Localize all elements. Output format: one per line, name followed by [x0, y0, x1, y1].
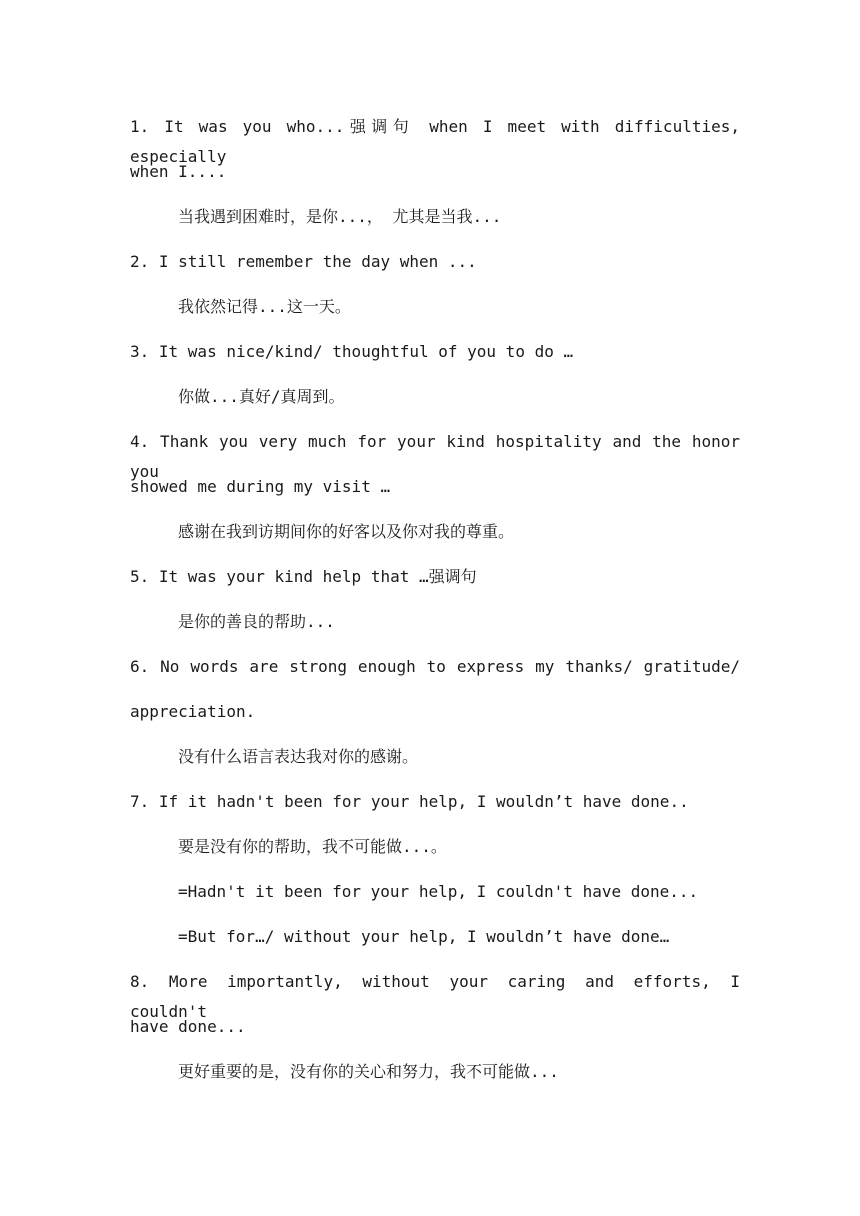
item-7-english-line: 7. If it hadn't been for your help, I wouldn’t have done..	[130, 792, 689, 811]
item-1-chinese-line: 当我遇到困难时，是你...， 尤其是当我...	[178, 207, 502, 226]
item-1-english-line-1: 1. It was you who...强调句 when I meet with difficulties, especially	[130, 117, 740, 166]
item-6-english-line-2: appreciation.	[130, 702, 256, 721]
item-5-chinese-line: 是你的善良的帮助...	[178, 612, 335, 631]
item-2-english-line: 2. I still remember the day when ...	[130, 252, 477, 271]
item-7-alternative-line-1: =Hadn't it been for your help, I couldn't have done...	[178, 882, 699, 901]
item-7-chinese-line: 要是没有你的帮助，我不可能做...。	[178, 837, 447, 856]
item-3-chinese-line: 你做...真好/真周到。	[178, 387, 345, 406]
item-7-alternative-line-2: =But for…/ without your help, I wouldn’t have done…	[178, 927, 670, 946]
item-4-english-line-1: 4. Thank you very much for your kind hospitality and the honor you	[130, 432, 740, 481]
item-8-english-line-2: have done...	[130, 1017, 246, 1036]
item-8-chinese-line: 更好重要的是，没有你的关心和努力，我不可能做...	[178, 1062, 559, 1081]
item-6-chinese-line: 没有什么语言表达我对你的感谢。	[178, 747, 419, 766]
item-5-english-line: 5. It was your kind help that …强调句	[130, 567, 477, 586]
item-1-english-line-2: when I....	[130, 162, 227, 181]
item-2-chinese-line: 我依然记得...这一天。	[178, 297, 351, 316]
item-3-english-line: 3. It was nice/kind/ thoughtful of you to do …	[130, 342, 574, 361]
item-6-english-line-1: 6. No words are strong enough to express my thanks/ gratitude/	[130, 657, 740, 676]
item-4-english-line-2: showed me during my visit …	[130, 477, 391, 496]
item-8-english-line-1: 8. More importantly, without your caring and efforts, I couldn't	[130, 972, 740, 1021]
item-4-chinese-line: 感谢在我到访期间你的好客以及你对我的尊重。	[178, 522, 515, 541]
